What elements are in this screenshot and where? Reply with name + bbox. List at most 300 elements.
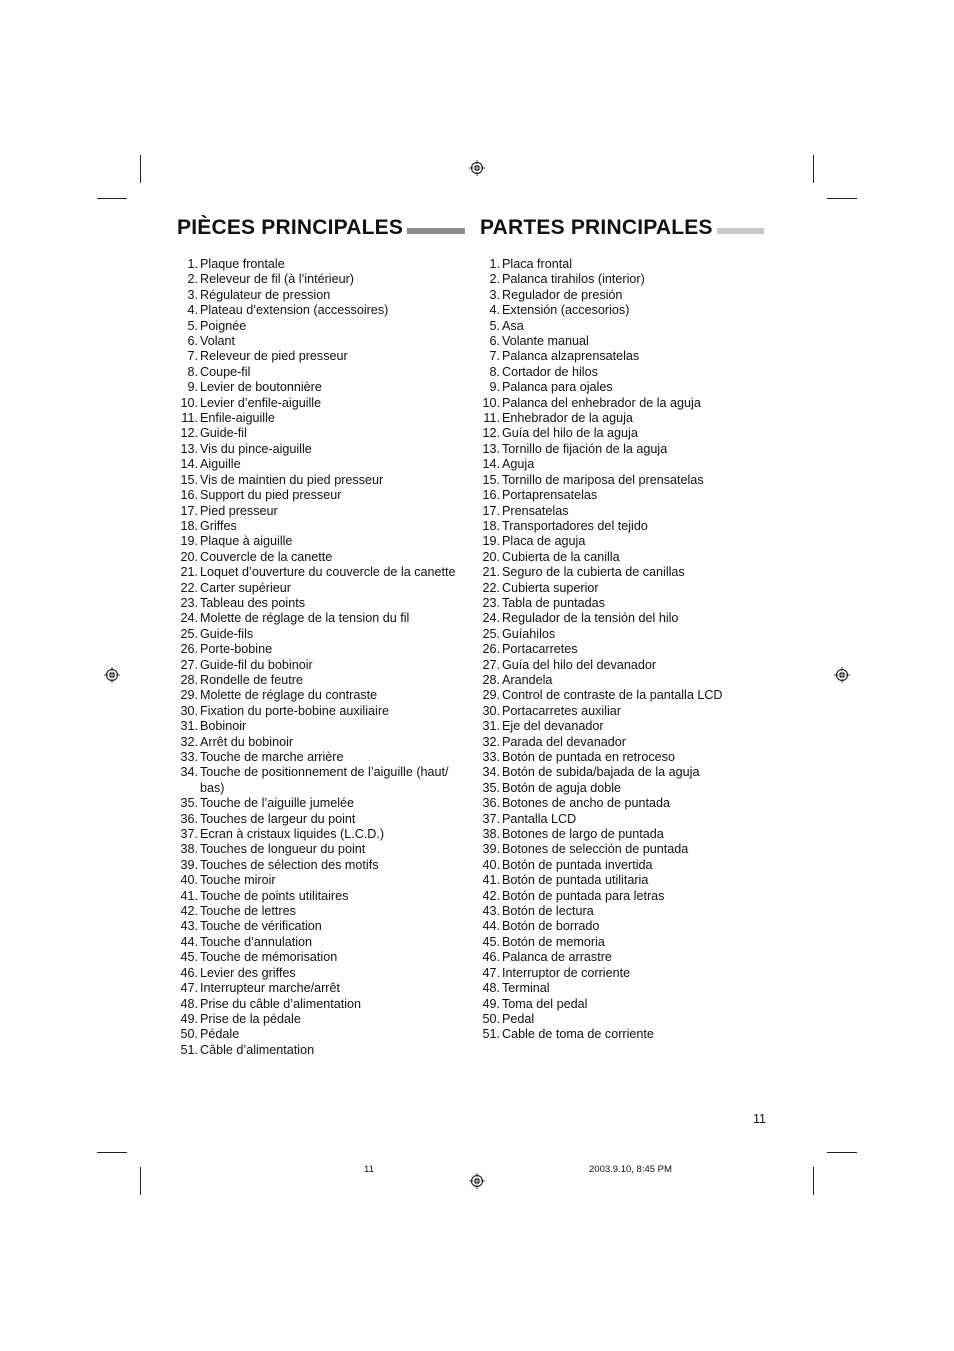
list-item-number: 12. xyxy=(180,426,198,441)
list-item-number: 1. xyxy=(187,257,198,271)
list-item-number: 28. xyxy=(482,672,500,687)
list-item xyxy=(171,534,466,549)
heading-es-bar xyxy=(717,228,764,234)
list-item xyxy=(473,519,773,534)
list-item-text: Portaprensatelas xyxy=(502,488,598,503)
list-item-number: 22. xyxy=(180,580,198,595)
list-item xyxy=(473,1012,773,1027)
list-item-text: Support du pied presseur xyxy=(200,488,342,503)
list-item-number: 47. xyxy=(180,981,198,996)
list-item xyxy=(473,796,773,811)
list-item-number: 2. xyxy=(187,272,198,287)
list-item xyxy=(473,719,773,734)
list-item-text: Touche de lettres xyxy=(200,904,296,919)
list-item-number: 49. xyxy=(180,1011,198,1026)
list-item-text: Seguro de la cubierta de canillas xyxy=(502,565,685,580)
list-item-text: Aguja xyxy=(502,457,535,472)
list-item xyxy=(171,735,466,750)
list-item-number: 47. xyxy=(482,965,500,980)
crop-mark xyxy=(140,155,141,183)
list-item-number: 27. xyxy=(180,657,198,672)
list-item-text: Pied presseur xyxy=(200,503,278,518)
list-item-text: Cortador de hilos xyxy=(502,364,598,379)
crop-mark xyxy=(140,1167,141,1195)
list-item xyxy=(473,981,773,996)
list-item-text: Levier d’enfile-aiguille xyxy=(200,395,322,410)
list-item-number: 42. xyxy=(482,888,500,903)
list-item xyxy=(171,919,466,934)
list-item-text: Prensatelas xyxy=(502,503,569,518)
list-item-text: Tabla de puntadas xyxy=(502,595,605,610)
list-item xyxy=(171,596,466,611)
list-item-number: 44. xyxy=(482,919,500,934)
heading-fr-bar xyxy=(407,228,465,234)
list-item-number: 36. xyxy=(180,811,198,826)
list-item-text: Touches de longueur du point xyxy=(200,842,366,857)
list-item-text: Tableau des points xyxy=(200,595,306,610)
list-item-text: Touche de marche arrière xyxy=(200,750,344,764)
crop-mark xyxy=(97,1152,127,1153)
list-item xyxy=(171,997,466,1012)
list-item xyxy=(473,704,773,719)
list-item xyxy=(473,303,773,318)
list-item-number: 9. xyxy=(489,380,500,395)
list-item-text: Guía del hilo del devanador xyxy=(502,657,657,672)
list-item-number: 9. xyxy=(187,380,198,395)
list-item-number: 37. xyxy=(482,811,500,826)
list-item-text: Control de contraste de la pantalla LCD xyxy=(502,688,723,703)
list-item-text: Guide-fil du bobinoir xyxy=(200,657,313,672)
list-item xyxy=(171,889,466,904)
list-item xyxy=(171,272,466,287)
list-item xyxy=(473,319,773,334)
list-item-number: 49. xyxy=(482,996,500,1011)
list-item xyxy=(171,442,466,457)
list-item-text: Griffes xyxy=(200,518,237,533)
list-item-text: Cubierta superior xyxy=(502,580,599,595)
list-item-text: Ecran à cristaux liquides (L.C.D.) xyxy=(200,827,385,842)
list-item xyxy=(171,380,466,395)
list-item-text: Eje del devanador xyxy=(502,719,604,734)
list-item-text: Touche d’annulation xyxy=(200,934,313,949)
list-item-text: Couvercle de la canette xyxy=(200,549,333,564)
list-item-text: Enhebrador de la aguja xyxy=(502,411,633,426)
list-item-number: 21. xyxy=(180,565,198,580)
list-item-number: 4. xyxy=(187,303,198,318)
list-item-number: 20. xyxy=(482,549,500,564)
list-item xyxy=(473,272,773,287)
list-item-number: 23. xyxy=(180,595,198,610)
list-item-text: Touche de positionnement de l’aiguille (haut/ bas) xyxy=(200,765,449,795)
list-item-number: 8. xyxy=(187,364,198,379)
list-item-number: 29. xyxy=(180,688,198,703)
list-item-text: Carter supérieur xyxy=(200,580,291,595)
list-item-text: Parada del devanador xyxy=(502,734,626,749)
list-item-number: 7. xyxy=(489,349,500,364)
list-item xyxy=(171,550,466,565)
registration-crosshair-icon xyxy=(104,667,120,683)
crop-mark xyxy=(97,198,127,199)
list-item-number: 14. xyxy=(482,457,500,472)
list-item xyxy=(473,658,773,673)
list-item-text: Loquet d’ouverture du couvercle de la canette xyxy=(200,565,456,580)
list-item-number: 21. xyxy=(482,565,500,580)
list-item xyxy=(171,257,466,272)
list-item-number: 24. xyxy=(482,611,500,626)
list-item-text: Cable de toma de corriente xyxy=(502,1027,654,1042)
list-item-number: 11. xyxy=(483,411,500,426)
list-item-text: Molette de réglage du contraste xyxy=(200,688,378,703)
list-item-number: 5. xyxy=(489,318,500,333)
list-item xyxy=(473,966,773,981)
list-item-text: Palanca alzaprensatelas xyxy=(502,349,640,364)
heading-es-text: PARTES PRINCIPALES xyxy=(480,216,713,239)
list-item-number: 34. xyxy=(482,765,500,780)
list-item xyxy=(171,457,466,472)
list-item-text: Prise de la pédale xyxy=(200,1011,301,1026)
list-item-number: 19. xyxy=(482,534,500,549)
list-item xyxy=(171,611,466,626)
list-item xyxy=(473,1027,773,1042)
list-item xyxy=(171,719,466,734)
list-item-number: 41. xyxy=(482,873,500,888)
list-item xyxy=(171,950,466,965)
list-item xyxy=(171,827,466,842)
list-item-text: Plateau d’extension (accessoires) xyxy=(200,303,389,318)
list-item-text: Portacarretes auxiliar xyxy=(502,703,621,718)
page-number: 11 xyxy=(753,1112,766,1126)
list-item xyxy=(473,611,773,626)
list-item-text: Volant xyxy=(200,334,236,349)
list-item xyxy=(171,842,466,857)
list-item-text: Guíahilos xyxy=(502,626,556,641)
heading-fr-text: PIÈCES PRINCIPALES xyxy=(177,216,404,239)
list-item-number: 38. xyxy=(482,827,500,842)
list-item-text: Interruptor de corriente xyxy=(502,965,631,980)
list-item xyxy=(473,365,773,380)
list-item-number: 26. xyxy=(482,642,500,657)
list-item xyxy=(171,396,466,411)
list-item xyxy=(171,688,466,703)
list-item-number: 31. xyxy=(482,719,500,734)
crop-mark xyxy=(813,155,814,183)
list-item-number: 39. xyxy=(482,842,500,857)
list-item-number: 40. xyxy=(482,857,500,872)
list-item-number: 46. xyxy=(482,950,500,965)
list-item-number: 41. xyxy=(180,888,198,903)
list-item xyxy=(473,396,773,411)
list-item-number: 11. xyxy=(181,411,198,426)
list-item-text: Guide-fils xyxy=(200,626,254,641)
list-item-number: 39. xyxy=(180,857,198,872)
list-item-number: 13. xyxy=(482,441,500,456)
list-item-number: 4. xyxy=(489,303,500,318)
list-item xyxy=(171,765,466,796)
list-item xyxy=(473,288,773,303)
list-item-number: 51. xyxy=(482,1027,500,1042)
parts-list-es xyxy=(473,257,773,1043)
list-item-text: Botones de ancho de puntada xyxy=(502,796,671,811)
list-item xyxy=(473,550,773,565)
list-item xyxy=(473,827,773,842)
list-item-text: Régulateur de pression xyxy=(200,287,331,302)
list-item xyxy=(473,349,773,364)
list-item xyxy=(171,704,466,719)
list-item xyxy=(171,365,466,380)
list-item-number: 2. xyxy=(489,272,500,287)
list-item-text: Botón de memoria xyxy=(502,934,605,949)
list-item-text: Plaque à aiguille xyxy=(200,534,293,549)
list-item-text: Botón de puntada invertida xyxy=(502,857,653,872)
list-item xyxy=(473,627,773,642)
list-item-number: 42. xyxy=(180,904,198,919)
list-item-number: 37. xyxy=(180,827,198,842)
list-item-text: Touche miroir xyxy=(200,873,276,888)
list-item-number: 25. xyxy=(482,626,500,641)
list-item-text: Toma del pedal xyxy=(502,996,588,1011)
list-item xyxy=(473,488,773,503)
list-item-text: Plaque frontale xyxy=(200,257,285,271)
list-item-text: Poignée xyxy=(200,318,247,333)
list-item-number: 45. xyxy=(180,950,198,965)
list-item-text: Cubierta de la canilla xyxy=(502,549,620,564)
list-item xyxy=(171,1043,466,1058)
list-item xyxy=(171,349,466,364)
list-item-text: Porte-bobine xyxy=(200,642,273,657)
list-item xyxy=(473,997,773,1012)
list-item-text: Prise du câble d’alimentation xyxy=(200,996,362,1011)
list-item-text: Câble d’alimentation xyxy=(200,1042,315,1057)
list-item-number: 1. xyxy=(489,257,500,271)
list-item xyxy=(473,781,773,796)
list-item-text: Botón de aguja doble xyxy=(502,780,622,795)
list-item xyxy=(171,319,466,334)
list-item-number: 32. xyxy=(482,734,500,749)
list-item-number: 35. xyxy=(482,780,500,795)
list-item-text: Pantalla LCD xyxy=(502,811,577,826)
list-item-number: 33. xyxy=(180,750,198,764)
list-item xyxy=(171,504,466,519)
list-item-text: Vis de maintien du pied presseur xyxy=(200,472,384,487)
list-item-text: Palanca de arrastre xyxy=(502,950,612,965)
list-item-number: 35. xyxy=(180,796,198,811)
list-item xyxy=(171,750,466,765)
list-item xyxy=(473,334,773,349)
list-item xyxy=(171,642,466,657)
heading-es xyxy=(480,216,764,240)
list-item xyxy=(473,426,773,441)
list-item-number: 29. xyxy=(482,688,500,703)
list-item-number: 43. xyxy=(180,919,198,934)
list-item xyxy=(473,411,773,426)
list-item-text: Asa xyxy=(502,318,524,333)
list-item xyxy=(473,812,773,827)
list-item-number: 30. xyxy=(180,703,198,718)
list-item-text: Botón de subida/bajada de la aguja xyxy=(502,765,700,780)
list-item-text: Guía del hilo de la aguja xyxy=(502,426,638,441)
list-item xyxy=(171,581,466,596)
list-item-number: 46. xyxy=(180,965,198,980)
list-item-text: Placa de aguja xyxy=(502,534,586,549)
list-item-number: 44. xyxy=(180,934,198,949)
list-item-text: Regulador de presión xyxy=(502,287,623,302)
list-item xyxy=(171,812,466,827)
list-item xyxy=(473,750,773,765)
list-item-text: Aiguille xyxy=(200,457,241,472)
list-item xyxy=(473,935,773,950)
list-item-number: 17. xyxy=(482,503,500,518)
list-item-text: Vis du pince-aiguille xyxy=(200,441,312,456)
list-item-text: Arandela xyxy=(502,672,553,687)
list-item xyxy=(473,950,773,965)
list-item-text: Regulador de la tensión del hilo xyxy=(502,611,679,626)
list-item-number: 28. xyxy=(180,672,198,687)
list-item-text: Touche de l’aiguille jumelée xyxy=(200,796,355,811)
list-item-text: Pedal xyxy=(502,1011,535,1026)
list-item-text: Botón de puntada para letras xyxy=(502,888,665,903)
list-item-number: 10. xyxy=(482,395,500,410)
list-item-number: 14. xyxy=(180,457,198,472)
list-item xyxy=(171,473,466,488)
list-item-text: Rondelle de feutre xyxy=(200,672,303,687)
list-item-text: Touches de sélection des motifs xyxy=(200,857,379,872)
list-item-number: 31. xyxy=(180,719,198,734)
list-item-text: Guide-fil xyxy=(200,426,247,441)
list-item-text: Fixation du porte-bobine auxiliaire xyxy=(200,703,390,718)
list-item-number: 36. xyxy=(482,796,500,811)
list-item xyxy=(473,889,773,904)
list-item-text: Bobinoir xyxy=(200,719,247,734)
list-item xyxy=(171,796,466,811)
list-item-number: 45. xyxy=(482,934,500,949)
registration-crosshair-icon xyxy=(469,160,485,176)
list-item-text: Touche de mémorisation xyxy=(200,950,338,965)
list-item-text: Botón de puntada utilitaria xyxy=(502,873,649,888)
list-item xyxy=(473,565,773,580)
list-item-number: 19. xyxy=(180,534,198,549)
list-item-text: Pédale xyxy=(200,1027,240,1042)
list-item xyxy=(473,642,773,657)
list-item xyxy=(171,858,466,873)
list-item-number: 6. xyxy=(187,334,198,349)
list-item-text: Levier des griffes xyxy=(200,965,296,980)
list-item xyxy=(171,627,466,642)
heading-fr xyxy=(177,216,465,240)
footer-right: 2003.9.10, 8:45 PM xyxy=(589,1164,672,1175)
list-item xyxy=(473,473,773,488)
list-item-text: Tornillo de mariposa del prensatelas xyxy=(502,472,704,487)
list-item-text: Transportadores del tejido xyxy=(502,518,648,533)
list-item-number: 20. xyxy=(180,549,198,564)
list-item-text: Placa frontal xyxy=(502,257,573,271)
list-item-number: 8. xyxy=(489,364,500,379)
list-item xyxy=(473,504,773,519)
registration-crosshair-icon xyxy=(834,667,850,683)
list-item xyxy=(171,935,466,950)
list-item-text: Tornillo de fijación de la aguja xyxy=(502,441,668,456)
list-item-number: 30. xyxy=(482,703,500,718)
list-item xyxy=(171,966,466,981)
list-item-text: Portacarretes xyxy=(502,642,578,657)
list-item-number: 50. xyxy=(482,1011,500,1026)
list-item-text: Coupe-fil xyxy=(200,364,251,379)
list-item xyxy=(473,735,773,750)
list-item-text: Touche de points utilitaires xyxy=(200,888,349,903)
list-item xyxy=(473,673,773,688)
list-item xyxy=(171,334,466,349)
list-item-number: 38. xyxy=(180,842,198,857)
list-item-number: 13. xyxy=(180,441,198,456)
list-item-text: Terminal xyxy=(502,981,550,996)
crop-mark xyxy=(827,198,857,199)
list-item-number: 34. xyxy=(180,765,198,780)
list-item-number: 15. xyxy=(180,472,198,487)
list-item-number: 12. xyxy=(482,426,500,441)
list-item xyxy=(473,534,773,549)
parts-list-fr xyxy=(171,257,466,1058)
list-item-number: 22. xyxy=(482,580,500,595)
list-item-number: 50. xyxy=(180,1027,198,1042)
list-item-text: Volante manual xyxy=(502,334,589,349)
list-item xyxy=(171,303,466,318)
list-item-text: Touches de largeur du point xyxy=(200,811,356,826)
list-item xyxy=(171,1012,466,1027)
list-item-text: Botón de lectura xyxy=(502,904,594,919)
list-item-text: Botón de borrado xyxy=(502,919,600,934)
list-item-number: 27. xyxy=(482,657,500,672)
list-item-text: Levier de boutonnière xyxy=(200,380,322,395)
list-item xyxy=(473,596,773,611)
list-item-number: 10. xyxy=(180,395,198,410)
list-item-text: Molette de réglage de la tension du fil xyxy=(200,611,410,626)
list-item xyxy=(171,288,466,303)
list-item-number: 33. xyxy=(482,750,500,764)
list-item-number: 3. xyxy=(187,287,198,302)
registration-crosshair-icon xyxy=(469,1173,485,1189)
list-item-text: Interrupteur marche/arrêt xyxy=(200,981,340,996)
list-item xyxy=(171,1027,466,1042)
list-item-number: 48. xyxy=(482,981,500,996)
list-item xyxy=(171,426,466,441)
list-item-number: 16. xyxy=(482,488,500,503)
list-item xyxy=(473,873,773,888)
list-item-number: 16. xyxy=(180,488,198,503)
list-item-number: 6. xyxy=(489,334,500,349)
list-item xyxy=(473,858,773,873)
list-item-number: 26. xyxy=(180,642,198,657)
list-item xyxy=(171,411,466,426)
list-item-number: 5. xyxy=(187,318,198,333)
list-item xyxy=(473,688,773,703)
list-item-number: 48. xyxy=(180,996,198,1011)
list-item-number: 51. xyxy=(180,1042,198,1057)
list-item xyxy=(473,765,773,780)
list-item-text: Enfile-aiguille xyxy=(200,411,275,426)
list-item xyxy=(473,919,773,934)
list-item xyxy=(171,488,466,503)
list-item-number: 23. xyxy=(482,595,500,610)
list-item xyxy=(473,581,773,596)
list-item-number: 25. xyxy=(180,626,198,641)
list-item-text: Palanca para ojales xyxy=(502,380,613,395)
list-item xyxy=(171,565,466,580)
list-item-text: Botón de puntada en retroceso xyxy=(502,750,675,764)
list-item-number: 7. xyxy=(187,349,198,364)
list-item xyxy=(473,257,773,272)
list-item xyxy=(171,519,466,534)
footer-left: 11 xyxy=(364,1164,374,1175)
list-item-number: 43. xyxy=(482,904,500,919)
